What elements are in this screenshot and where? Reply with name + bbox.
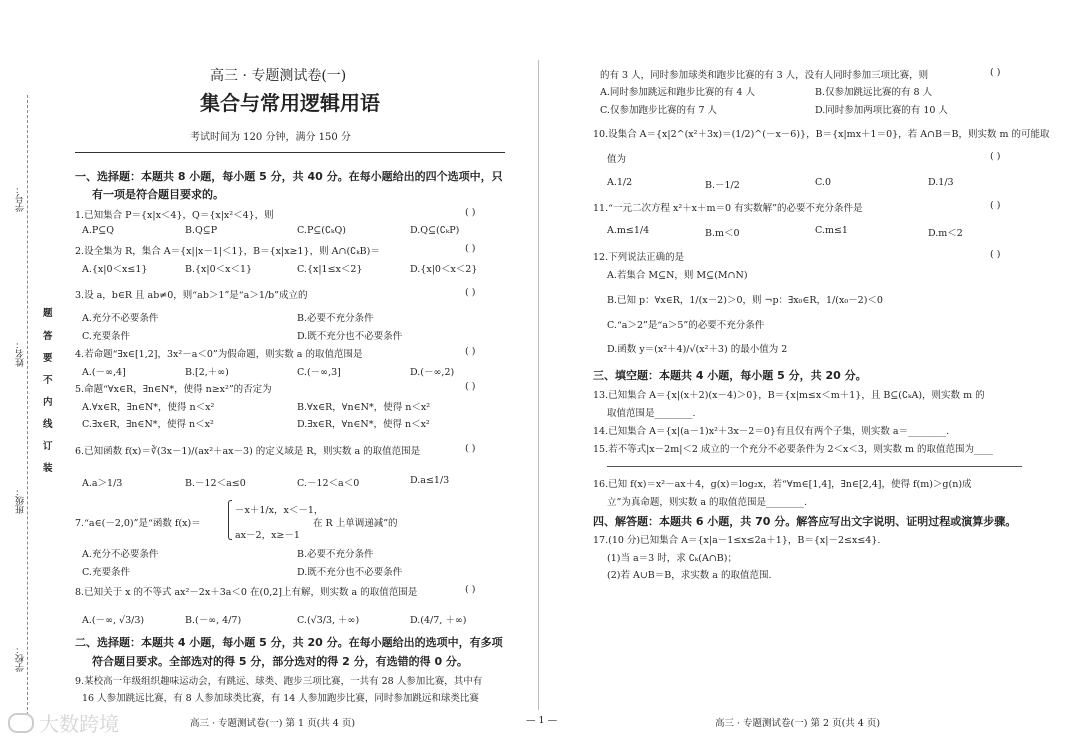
chat-bubble-icon <box>8 713 34 733</box>
question-16: 16.已知 f(x)＝x²－ax＋4，g(x)＝log₂x，若“∀m∈[1,4]，∃n∈[2,4]，使得 f(m)＞g(n)成 <box>593 479 972 490</box>
section-2-heading: 二、选择题：本题共 4 小题，每小题 5 分，共 20 分。在每小题给出的选项中，有多项 <box>75 636 503 649</box>
option: C.(√3/3, ＋∞) <box>297 615 360 626</box>
option: A.∀x∈R，∃n∈N*，使得 n＜x² <box>82 402 215 413</box>
school-label: 学校： <box>16 645 26 672</box>
watermark-logo <box>8 708 138 736</box>
seal-char: 装 <box>43 463 53 474</box>
column-divider <box>538 60 539 710</box>
answer-paren: ( ) <box>990 151 1001 162</box>
question-13: 13.已知集合 A＝{x|(x＋2)(x－4)＞0}，B＝{x|m≤x＜m＋1}，且 B⊆(∁ₖA)，则实数 m 的 <box>593 390 985 401</box>
answer-paren: ( ) <box>465 287 476 298</box>
section-4-heading: 四、解答题：本题共 6 小题，共 70 分。解答应写出文字说明、证明过程或演算步骤。 <box>593 515 1017 528</box>
question-15: 15.若不等式|x－2m|＜2 成立的一个充分不必要条件为 2＜x＜3，则实数 m 的取值范围为____ <box>593 444 993 455</box>
option: A.若集合 M⊆N，则 M⊆(M∩N) <box>607 270 748 281</box>
option: D.a≤1/3 <box>410 475 450 486</box>
option: C.充要条件 <box>82 331 130 342</box>
option: A.1/2 <box>607 177 633 188</box>
watermark-text: 大数跨境 <box>39 712 120 736</box>
option: D.既不充分也不必要条件 <box>297 567 403 578</box>
question-17: 17.(10 分)已知集合 A＝{x|a－1≤x≤2a＋1}，B＝{x|－2≤x≤4}. <box>593 535 881 546</box>
footer-right: 高三 · 专题测试卷(一) 第 2 页(共 4 页) <box>715 718 881 729</box>
option: D.1/3 <box>928 177 954 188</box>
footer-left: 高三 · 专题测试卷(一) 第 1 页(共 4 页) <box>190 718 356 729</box>
answer-paren: ( ) <box>465 243 476 254</box>
section-2-heading-cont: 符合题目要求。全部选对的得 5 分，部分选对的得 2 分，有选错的得 0 分。 <box>92 655 468 668</box>
page-title: 集合与常用逻辑用语 <box>200 91 380 115</box>
question-5: 5.命题“∀x∈R，∃n∈N*，使得 n≥x²”的否定为 <box>75 384 272 395</box>
option: C.∃x∈R，∃n∈N*，使得 n＜x² <box>82 419 214 430</box>
question-16-cont: 立”为真命题，则实数 a 的取值范围是________. <box>607 497 808 508</box>
option: B.{x|0＜x＜1} <box>185 264 253 275</box>
option: B.必要不充分条件 <box>297 549 374 560</box>
option: B.仅参加跳远比赛的有 8 人 <box>815 87 933 98</box>
option: C.{x|1≤x＜2} <box>297 264 363 275</box>
piecewise-brace <box>228 500 232 540</box>
class-label: 班级： <box>16 487 26 514</box>
option: D.(－∞,2) <box>410 367 455 378</box>
answer-line <box>607 466 1022 467</box>
option: B.－12＜a≤0 <box>185 478 246 489</box>
seal-char: 答 <box>43 331 53 342</box>
section-1-heading: 一、选择题：本题共 8 小题，每小题 5 分，共 40 分。在每小题给出的四个选项中，只 <box>75 170 503 183</box>
student-number-label: 学号： <box>16 185 26 212</box>
section-1-heading-cont: 有一项是符合题目要求的。 <box>92 188 224 201</box>
answer-paren: ( ) <box>465 443 476 454</box>
question-6: 6.已知函数 f(x)＝∛(3x－1)/(ax²＋ax－3) 的定义域是 R，则实数 a 的取值范围是 <box>75 446 421 457</box>
answer-paren: ( ) <box>990 67 1001 78</box>
option: C.“a＞2”是“a＞5”的必要不充分条件 <box>607 320 765 331</box>
question-10-cont: 值为 <box>607 154 627 165</box>
question-9-cont2: 的有 3 人，同时参加球类和跑步比赛的有 3 人，没有人同时参加三项比赛，则 <box>600 70 929 81</box>
option: D.∃x∈R，∀n∈N*，使得 n＜x² <box>297 419 430 430</box>
option: C.(－∞,3] <box>297 367 341 378</box>
option: D.同时参加两项比赛的有 10 人 <box>815 105 948 116</box>
option: B.[2,＋∞) <box>185 367 229 378</box>
answer-paren: ( ) <box>990 200 1001 211</box>
piecewise-case-2: ax－2，x≥－1 <box>235 530 300 541</box>
option: C.0 <box>815 177 831 188</box>
option: D.函数 y＝(x²＋4)/√(x²＋3) 的最小值为 2 <box>607 344 788 355</box>
question-7: 7.“a∈(－2,0)”是“函数 f(x)＝ <box>75 518 201 529</box>
option: D.既不充分也不必要条件 <box>297 331 403 342</box>
exam-info: 考试时间为 120 分钟，满分 150 分 <box>190 132 351 143</box>
option: A.充分不必要条件 <box>82 549 159 560</box>
student-name-label: 姓名： <box>16 340 26 367</box>
option: B.已知 p：∀x∈R，1/(x－2)＞0，则 ¬p：∃x₀∈R，1/(x₀－2)＜0 <box>607 295 883 306</box>
option: D.Q⊆(∁ₖP) <box>410 225 460 236</box>
option: D.{x|0＜x＜2} <box>410 264 478 275</box>
question-1: 1.已知集合 P＝{x|x＜4}，Q＝{x|x²＜4}，则 <box>75 210 274 221</box>
option: B.(－∞, 4/7) <box>185 615 242 626</box>
header-rule <box>75 152 505 153</box>
question-11: 11.“一元二次方程 x²＋x＋m＝0 有实数解”的必要不充分条件是 <box>593 203 863 214</box>
option: B.∀x∈R，∀n∈N*，使得 n＜x² <box>297 402 431 413</box>
question-13-cont: 取值范围是________. <box>607 408 696 419</box>
answer-paren: ( ) <box>990 249 1001 260</box>
option: C.m≤1 <box>815 225 848 236</box>
cut-line <box>27 95 29 715</box>
option: A.(－∞, √3/3) <box>82 615 145 626</box>
question-2: 2.设全集为 R，集合 A＝{x||x－1|＜1}，B＝{x|x≥1}，则 A∩(∁ₖB)＝ <box>75 246 380 257</box>
option: A.P⊆Q <box>82 225 115 236</box>
seal-char: 线 <box>43 419 53 430</box>
answer-paren: ( ) <box>465 207 476 218</box>
question-9: 9.某校高一年级组织趣味运动会，有跳远、球类、跑步三项比赛，一共有 28 人参加比赛，其中有 <box>75 676 483 687</box>
seal-char: 题 <box>43 308 53 319</box>
seal-char: 不 <box>43 375 53 386</box>
option: B.必要不充分条件 <box>297 313 374 324</box>
piecewise-case-1: －x＋1/x，x＜－1， <box>235 505 324 516</box>
option: C.－12＜a＜0 <box>297 478 360 489</box>
section-3-heading: 三、填空题：本题共 4 小题，每小题 5 分，共 20 分。 <box>593 369 867 382</box>
seal-char: 订 <box>43 441 53 452</box>
question-8: 8.已知关于 x 的不等式 ax²－2x＋3a＜0 在(0,2]上有解，则实数 a 的取值范围是 <box>75 587 418 598</box>
question-17-part-2: (2)若 A∪B＝B，求实数 a 的取值范围. <box>607 570 772 581</box>
option: C.充要条件 <box>82 567 130 578</box>
question-10: 10.设集合 A＝{x|2^(x²＋3x)＝(1/2)^(－x－6)}，B＝{x|mx＋1＝0}，若 A∩B＝B，则实数 m 的可能取 <box>593 129 1050 140</box>
question-7-cont: 在 R 上单调递减”的 <box>313 518 398 529</box>
option: A.同时参加跳远和跑步比赛的有 4 人 <box>600 87 755 98</box>
answer-paren: ( ) <box>465 346 476 357</box>
page-number: — 1 — <box>526 715 558 726</box>
question-9-cont: 16 人参加跳远比赛，有 8 人参加球类比赛，有 14 人参加跑步比赛，同时参加跳远和球类比赛 <box>82 693 479 704</box>
seal-char: 内 <box>43 397 53 408</box>
option: B.Q⊆P <box>185 225 218 236</box>
question-14: 14.已知集合 A＝{x|(a－1)x²＋3x－2＝0}有且仅有两个子集，则实数 a＝________. <box>593 426 950 437</box>
option: A.(－∞,4] <box>82 367 126 378</box>
question-17-part-1: (1)当 a＝3 时，求 ∁ₖ(A∩B)； <box>607 553 737 564</box>
option: C.P⊆(∁ₖQ) <box>297 225 347 236</box>
question-12: 12.下列说法正确的是 <box>593 252 685 263</box>
answer-paren: ( ) <box>465 584 476 595</box>
option: D.m＜2 <box>928 228 963 239</box>
option: A.充分不必要条件 <box>82 313 159 324</box>
series-title: 高三 · 专题测试卷(一) <box>210 68 347 84</box>
answer-paren: ( ) <box>465 381 476 392</box>
question-4: 4.若命题“∃x∈[1,2]，3x²－a＜0”为假命题，则实数 a 的取值范围是 <box>75 349 363 360</box>
question-3: 3.设 a，b∈R 且 ab≠0，则“ab＞1”是“a＞1/b”成立的 <box>75 290 308 301</box>
option: C.仅参加跑步比赛的有 7 人 <box>600 105 718 116</box>
option: A.m≤1/4 <box>607 225 650 236</box>
option: B.m＜0 <box>705 228 740 239</box>
seal-char: 要 <box>43 353 53 364</box>
option: B.－1/2 <box>705 180 740 191</box>
option: D.(4/7, ＋∞) <box>410 615 467 626</box>
option: A.{x|0＜x≤1} <box>82 264 148 275</box>
option: A.a＞1/3 <box>82 478 123 489</box>
